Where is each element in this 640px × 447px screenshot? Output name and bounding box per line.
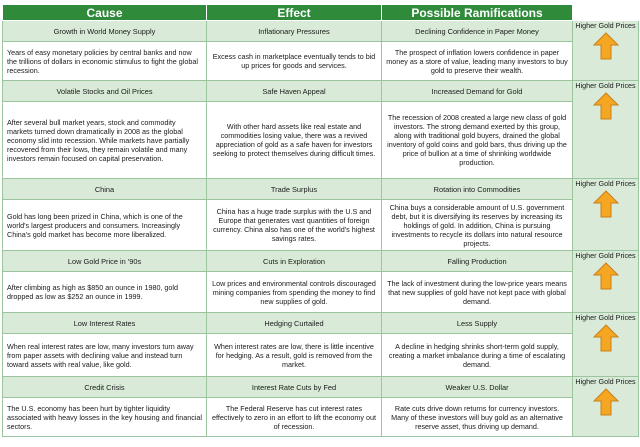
up-arrow-icon (593, 388, 619, 416)
outcome-cell (573, 251, 639, 313)
row-title (3, 377, 639, 398)
effect-title: Safe Haven Appeal (207, 81, 382, 102)
ramification-text: The recession of 2008 created a large new class of gold investors. The strong demand exerted by this group, along with traditional gold buyers, drained the global inventory of gold coins and gold bars, thus driving up the price of bullion at a time of shrinking worldwide production. (382, 102, 573, 179)
cause-title: Volatile Stocks and Oil Prices (3, 81, 207, 102)
effect-title: Cuts in Exploration (207, 251, 382, 272)
outcome-label: Higher Gold Prices (575, 251, 636, 260)
up-arrow-icon (593, 262, 619, 290)
ramification-title: Less Supply (382, 313, 573, 334)
outcome-label: Higher Gold Prices (575, 377, 636, 386)
ramification-text: China buys a considerable amount of U.S. government debt, but it is diversifying its reserves by increasing its holdings of gold. In addition, China is pursuing investments to recycle its dollars into natural resource projects. (382, 200, 573, 251)
effect-title: Inflationary Pressures (207, 21, 382, 42)
header-ramifications: Possible Ramifications (382, 5, 573, 21)
cause-title: Low Gold Price in '90s (3, 251, 207, 272)
effect-text: The Federal Reserve has cut interest rates effectively to zero in an effort to lift the economy out of recession. (207, 398, 382, 437)
row-title (3, 251, 639, 272)
up-arrow-icon (593, 92, 619, 120)
effect-text: With other hard assets like real estate and commodities losing value, there was a revived appreciation of gold as a safe haven for investors seeking to protect themselves during difficult times. (207, 102, 382, 179)
cause-effect-table (2, 4, 639, 437)
row-title (3, 21, 639, 42)
cause-title: Growth in World Money Supply (3, 21, 207, 42)
row-detail (3, 398, 639, 437)
ramification-title: Declining Confidence in Paper Money (382, 21, 573, 42)
effect-text: China has a huge trade surplus with the U.S and Europe that generates vast quantities of foreign currency. China also has one of the world's highest savings rates. (207, 200, 382, 251)
effect-text: Excess cash in marketplace eventually tends to bid up prices for goods and services. (207, 42, 382, 81)
outcome-cell (573, 21, 639, 81)
outcome-label: Higher Gold Prices (575, 21, 636, 30)
ramification-text: The lack of investment during the low-price years means that new supplies of gold have not kept pace with global demand. (382, 272, 573, 313)
ramification-title: Falling Production (382, 251, 573, 272)
row-detail (3, 272, 639, 313)
row-detail (3, 334, 639, 377)
ramification-text: A decline in hedging shrinks short-term gold supply, creating a market imbalance during a time of escalating demand. (382, 334, 573, 377)
effect-title: Interest Rate Cuts by Fed (207, 377, 382, 398)
header-row (3, 5, 639, 21)
header-blank (573, 5, 639, 21)
cause-text: After several bull market years, stock and commodity markets turned down dramatically in 2008 as the global economy slid into recession. While markets have partially recovered from their lows, they remain volatile and many investors remain focused on capital preservation. (3, 102, 207, 179)
up-arrow-icon (593, 324, 619, 352)
effect-text: When interest rates are low, there is little incentive for hedging. As a result, gold is removed from the market. (207, 334, 382, 377)
row-title (3, 313, 639, 334)
effect-title: Hedging Curtailed (207, 313, 382, 334)
cause-text: The U.S. economy has been hurt by tighter liquidity associated with heavy losses in the key housing and financial sectors. (3, 398, 207, 437)
cause-title: China (3, 179, 207, 200)
outcome-cell (573, 81, 639, 179)
cause-text: Years of easy monetary policies by central banks and now the trillions of dollars in economic stimulus to fight the global recession. (3, 42, 207, 81)
outcome-cell (573, 313, 639, 377)
ramification-title: Rotation into Commodities (382, 179, 573, 200)
row-detail (3, 42, 639, 81)
up-arrow-icon (593, 32, 619, 60)
outcome-label: Higher Gold Prices (575, 81, 636, 90)
cause-title: Credit Crisis (3, 377, 207, 398)
row-detail (3, 102, 639, 179)
outcome-label: Higher Gold Prices (575, 313, 636, 322)
effect-text: Low prices and environmental controls discouraged mining companies from spending the money to find new supplies of gold. (207, 272, 382, 313)
outcome-cell (573, 179, 639, 251)
header-cause: Cause (3, 5, 207, 21)
row-detail (3, 200, 639, 251)
ramification-title: Weaker U.S. Dollar (382, 377, 573, 398)
cause-text: When real interest rates are low, many investors turn away from paper assets with declining value and instead turn toward assets with real value, like gold. (3, 334, 207, 377)
cause-text: After climbing as high as $850 an ounce in 1980, gold dropped as low as $252 an ounce in 1999. (3, 272, 207, 313)
ramification-text: Rate cuts drive down returns for currency investors. Many of these investors will buy gold as an alternative reserve asset, thus driving up demand. (382, 398, 573, 437)
up-arrow-icon (593, 190, 619, 218)
row-title (3, 179, 639, 200)
outcome-cell (573, 377, 639, 437)
row-title (3, 81, 639, 102)
outcome-label: Higher Gold Prices (575, 179, 636, 188)
header-effect: Effect (207, 5, 382, 21)
ramification-text: The prospect of inflation lowers confidence in paper money as a store of value, leading many investors to buy gold to preserve their wealth. (382, 42, 573, 81)
cause-title: Low Interest Rates (3, 313, 207, 334)
effect-title: Trade Surplus (207, 179, 382, 200)
cause-text: Gold has long been prized in China, which is one of the world's largest producers and consumers. Increasingly China's gold market has become more liberalized. (3, 200, 207, 251)
ramification-title: Increased Demand for Gold (382, 81, 573, 102)
